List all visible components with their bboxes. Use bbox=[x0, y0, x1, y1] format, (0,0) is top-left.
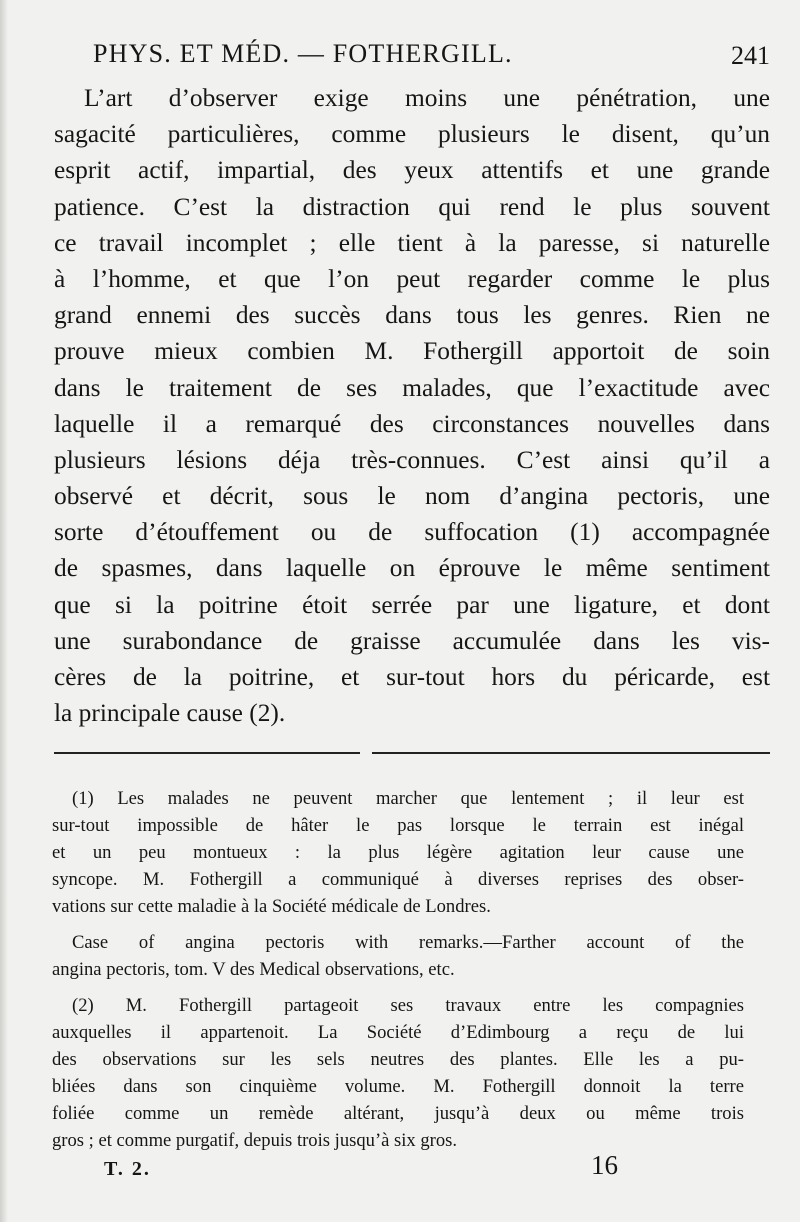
text-line: ce travail incomplet ; elle tient à la paresse, si naturelle bbox=[54, 228, 770, 257]
footnote-line: angina pectoris, tom. V des Medical observations, etc. bbox=[52, 959, 455, 980]
text-line: observé et décrit, sous le nom d’angina pectoris, une bbox=[54, 482, 770, 511]
footnote-line: (2) M. Fothergill partageoit ses travaux entre les compagnies bbox=[72, 995, 744, 1016]
footnotes bbox=[52, 785, 744, 1154]
footnote-line: bliées dans son cinquième volume. M. Fothergill donnoit la terre bbox=[52, 1076, 744, 1097]
page-number: 241 bbox=[731, 41, 770, 70]
text-line: sorte d’étouffement ou de suffocation (1) accompagnée bbox=[54, 518, 770, 547]
text-line: grand ennemi des succès dans tous les genres. Rien ne bbox=[54, 301, 770, 330]
text-line: prouve mieux combien M. Fothergill apportoit de soin bbox=[54, 337, 770, 366]
text-line: de spasmes, dans laquelle on éprouve le même sentiment bbox=[54, 554, 770, 583]
text-line: à l’homme, et que l’on peut regarder comme le plus bbox=[54, 264, 770, 293]
footnote-line: auxquelles il appartenoit. La Société d’Edimbourg a reçu de lui bbox=[52, 1022, 744, 1043]
footnote-line: (1) Les malades ne peuvent marcher que lentement ; il leur est bbox=[72, 788, 744, 809]
running-header bbox=[93, 39, 770, 77]
footnote-line: foliée comme un remède altérant, jusqu’à deux ou même trois bbox=[52, 1103, 744, 1124]
footnote-line: vations sur cette maladie à la Société médicale de Londres. bbox=[52, 896, 491, 917]
separator-rule-right bbox=[372, 752, 770, 754]
separator-rule-left bbox=[54, 752, 360, 754]
text-line: sagacité particulières, comme plusieurs le disent, qu’un bbox=[54, 120, 770, 149]
footnote-separator bbox=[54, 752, 770, 756]
footnote-line: gros ; et comme purgatif, depuis trois jusqu’à six gros. bbox=[52, 1130, 458, 1151]
text-line: plusieurs lésions déja très-connues. C’est ainsi qu’il a bbox=[54, 445, 770, 474]
text-line: cères de la poitrine, et sur-tout hors du péricarde, est bbox=[54, 663, 770, 691]
signature-mark: T. 2. bbox=[104, 1158, 151, 1180]
text-line: que si la poitrine étoit serrée par une ligature, et dont bbox=[54, 590, 770, 619]
text-line: une surabondance de graisse accumulée dans les vis- bbox=[54, 626, 770, 655]
text-line: la principale cause (2). bbox=[54, 699, 286, 728]
text-line: esprit actif, impartial, des yeux attentifs et une grande bbox=[54, 156, 770, 185]
footnote-line: Case of angina pectoris with remarks.—Farther account of the bbox=[72, 932, 744, 953]
sheet-number: 16 bbox=[591, 1150, 618, 1180]
footnote-line: sur-tout impossible de hâter le pas lorsque le terrain est inégal bbox=[52, 815, 744, 836]
footnote-line: des observations sur les sels neutres des plantes. Elle les a pu- bbox=[52, 1049, 744, 1070]
text-line: laquelle il a remarqué des circonstances nouvelles dans bbox=[54, 409, 770, 438]
text-line: patience. C’est la distraction qui rend le plus souvent bbox=[54, 192, 770, 221]
footnote-line: et un peu montueux : la plus légère agitation leur cause une bbox=[52, 842, 744, 863]
text-line: L’art d’observer exige moins une pénétration, une bbox=[84, 84, 770, 112]
main-text bbox=[54, 80, 770, 731]
text-line: dans le traitement de ses malades, que l’exactitude avec bbox=[54, 373, 770, 402]
running-title: PHYS. ET MÉD. — FOTHERGILL. bbox=[93, 39, 513, 68]
footnote-line: syncope. M. Fothergill a communiqué à diverses reprises des obser- bbox=[52, 869, 744, 890]
